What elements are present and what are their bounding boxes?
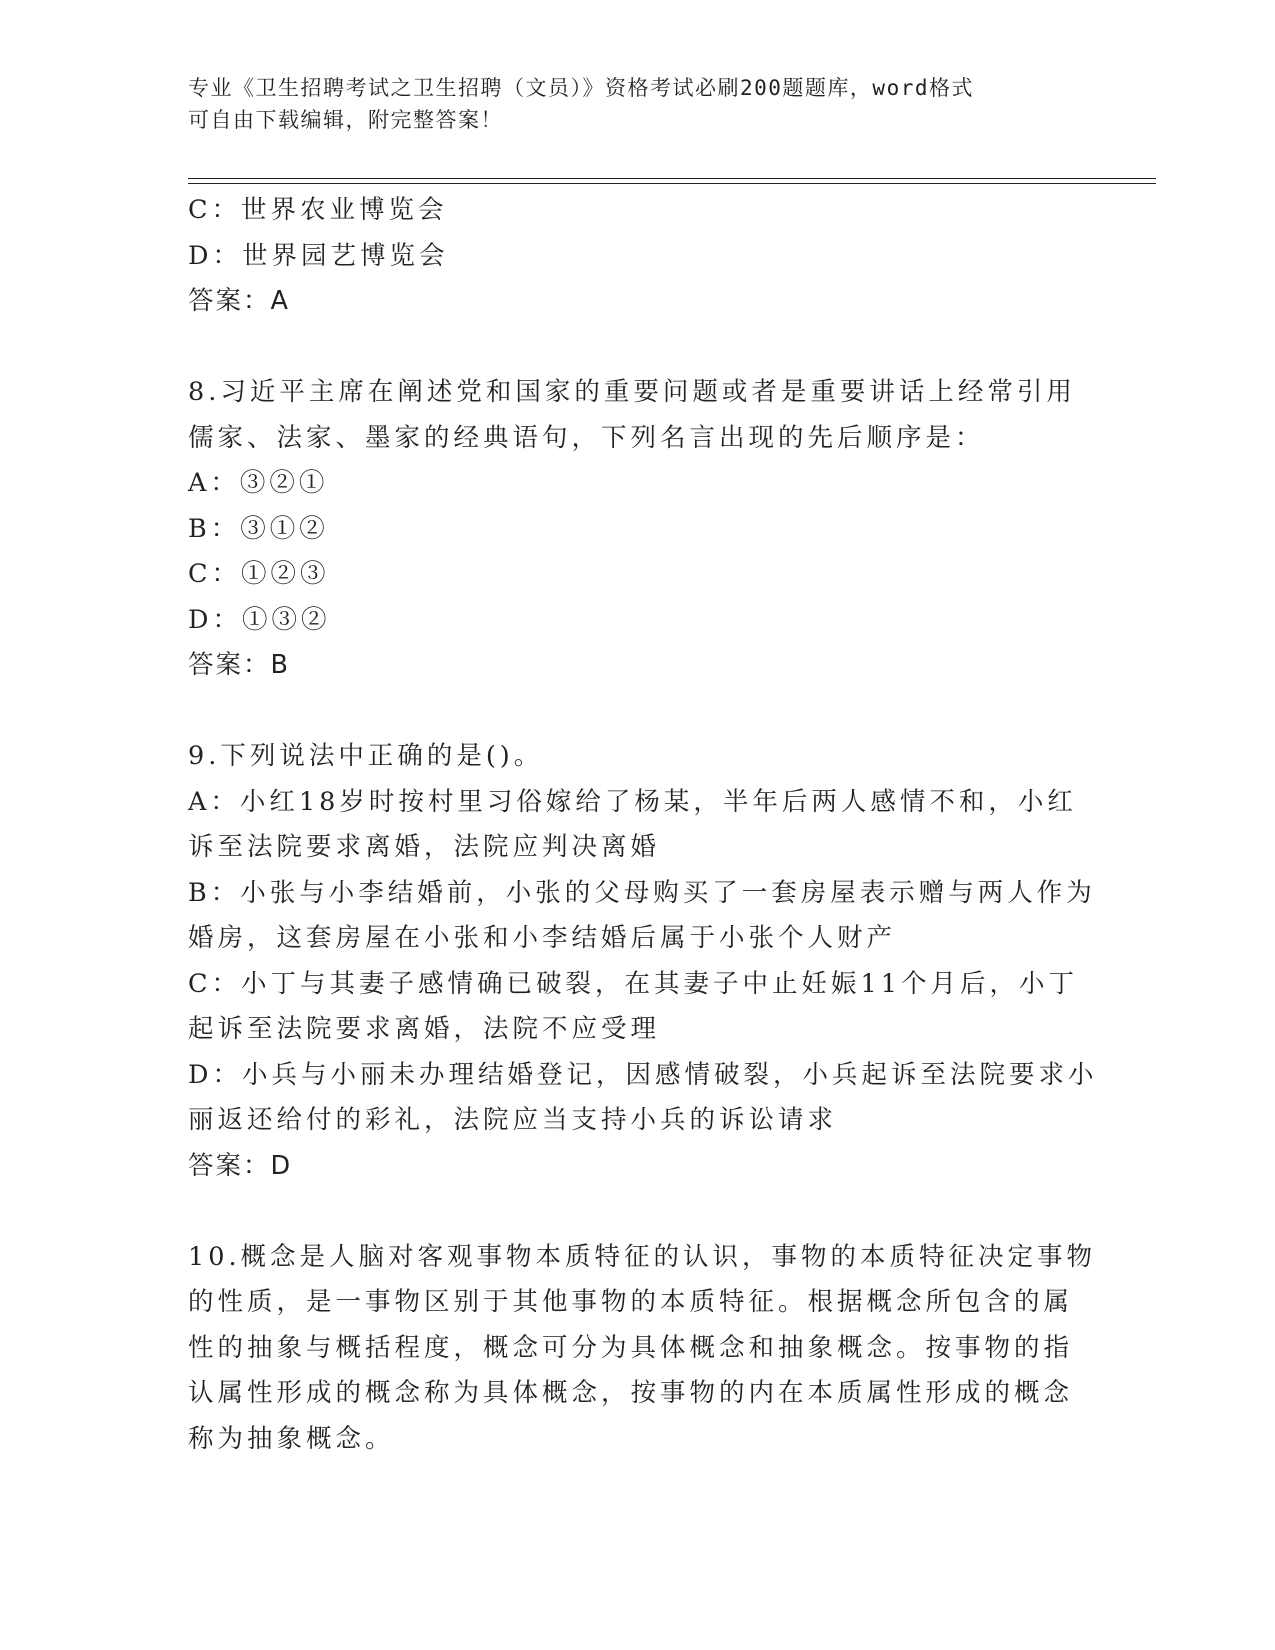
header-divider-top bbox=[188, 178, 1156, 179]
option-c-cont: 起诉至法院要求离婚，法院不应受理 bbox=[188, 1014, 661, 1044]
header-divider-bottom bbox=[188, 183, 1156, 184]
header-line-2: 可自由下载编辑，附完整答案！ bbox=[188, 108, 503, 132]
header-line-1: 专业《卫生招聘考试之卫生招聘（文员）》资格考试必刷200题题库，word格式 bbox=[188, 76, 974, 100]
option-c: C：小丁与其妻子感情确已破裂，在其妻子中止妊娠11个月后，小丁 bbox=[188, 968, 1078, 999]
question-8 bbox=[188, 370, 1088, 689]
question-text: 儒家、法家、墨家的经典语句，下列名言出现的先后顺序是： bbox=[188, 422, 985, 453]
document-body bbox=[188, 188, 1098, 1462]
question-text: 10.概念是人脑对客观事物本质特征的认识，事物的本质特征决定事物 bbox=[188, 1241, 1097, 1272]
question-text: 8.习近平主席在阐述党和国家的重要问题或者是重要讲话上经常引用 bbox=[188, 377, 1076, 407]
answer-line: 答案：D bbox=[188, 1150, 293, 1181]
page-header bbox=[188, 72, 1068, 136]
option-a: A：小红18岁时按村里习俗嫁给了杨某，半年后两人感情不和，小红 bbox=[188, 786, 1077, 817]
option-d: D：①③② bbox=[188, 604, 331, 635]
question-text: 的性质，是一事物区别于其他事物的本质特征。根据概念所包含的属 bbox=[188, 1287, 1074, 1317]
option-d-cont: 丽返还给付的彩礼，法院应当支持小兵的诉讼请求 bbox=[188, 1105, 838, 1135]
option-a: A：③②① bbox=[188, 468, 329, 498]
question-7-tail bbox=[188, 188, 1088, 325]
option-b: B：③①② bbox=[188, 513, 329, 544]
option-c: C：世界农业博览会 bbox=[188, 195, 448, 225]
question-text: 认属性形成的概念称为具体概念，按事物的内在本质属性形成的概念 bbox=[188, 1378, 1074, 1408]
spacer bbox=[188, 325, 1088, 371]
option-b-cont: 婚房，这套房屋在小张和小李结婚后属于小张个人财产 bbox=[188, 923, 897, 953]
answer-line: 答案：B bbox=[188, 650, 290, 680]
answer-line: 答案：A bbox=[188, 286, 290, 316]
option-c: C：①②③ bbox=[188, 559, 330, 589]
option-a-cont: 诉至法院要求离婚，法院应判决离婚 bbox=[188, 832, 661, 862]
spacer bbox=[188, 1189, 1088, 1235]
question-10 bbox=[188, 1235, 1097, 1463]
option-d: D：小兵与小丽未办理结婚登记，因感情破裂，小兵起诉至法院要求小 bbox=[188, 1059, 1098, 1090]
question-9 bbox=[188, 734, 1098, 1189]
option-d: D：世界园艺博览会 bbox=[188, 240, 449, 271]
option-b: B：小张与小李结婚前，小张的父母购买了一套房屋表示赠与两人作为 bbox=[188, 877, 1096, 908]
question-text: 9.下列说法中正确的是()。 bbox=[188, 741, 544, 771]
question-text: 性的抽象与概括程度，概念可分为具体概念和抽象概念。按事物的指 bbox=[188, 1332, 1074, 1363]
question-text: 称为抽象概念。 bbox=[188, 1423, 395, 1454]
spacer bbox=[188, 689, 1088, 735]
